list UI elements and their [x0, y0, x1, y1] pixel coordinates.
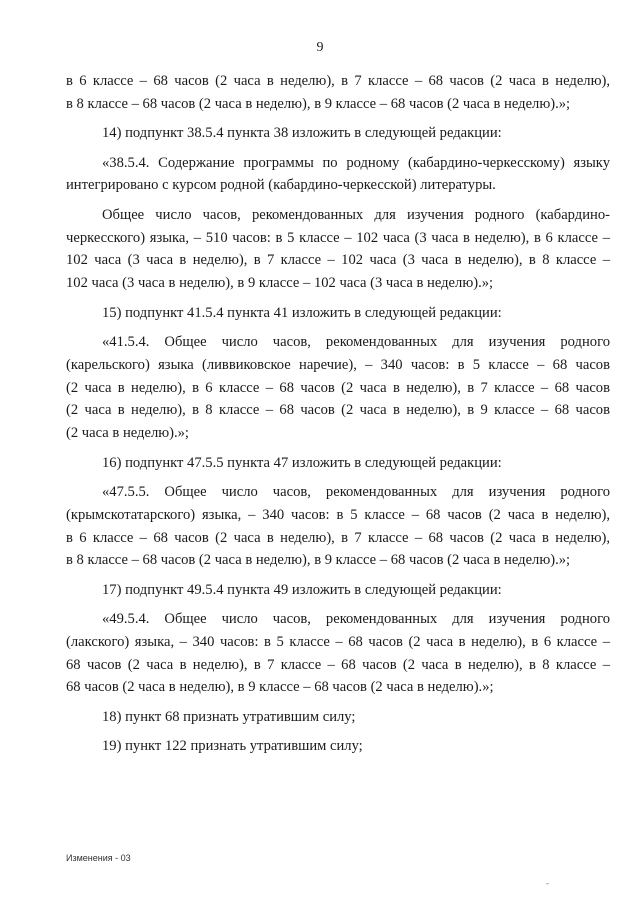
paragraph [66, 481, 610, 572]
text-line: (2 часа в неделю).»; [66, 425, 189, 442]
text-line: 102 часа (3 часа в неделю), в 7 классе – 102 часа (3 часа в неделю), в 8 классе – [66, 252, 610, 269]
paragraph [66, 152, 610, 198]
text-line: (лакского) языка, – 340 часов: в 5 классе – 68 часов (2 часа в неделю), в 6 классе – [66, 633, 610, 650]
text-line: в 6 классе – 68 часов (2 часа в неделю), в 7 классе – 68 часов (2 часа в неделю), [66, 73, 610, 89]
footer-label: Изменения - 03 [66, 853, 131, 863]
text-line: (2 часа в неделю), в 6 классе – 68 часов (2 часа в неделю), в 7 классе – 68 часов [66, 379, 610, 396]
text-line: черкесского) языка, – 510 часов: в 5 классе – 102 часа (3 часа в неделю), в 6 классе – [66, 229, 610, 246]
paragraph [66, 735, 610, 758]
text-line: 18) пункт 68 признать утратившим силу; [102, 708, 356, 725]
text-line: (крымскотатарского) языка, – 340 часов: в 5 классе – 68 часов (2 часа в неделю), [66, 506, 610, 523]
paragraph [66, 331, 610, 445]
paragraph [66, 706, 610, 729]
paragraph [66, 70, 610, 116]
text-line: 68 часов (2 часа в неделю), в 7 классе – 68 часов (2 часа в неделю), в 8 классе – [66, 656, 610, 673]
text-line: в 8 классе – 68 часов (2 часа в неделю), в 9 классе – 68 часов (2 часа в неделю).»; [66, 552, 571, 569]
text-line: «41.5.4. Общее число часов, рекомендованных для изучения родного [102, 333, 610, 350]
paragraph [66, 122, 610, 145]
text-line: Общее число часов, рекомендованных для изучения родного (кабардино- [102, 206, 610, 223]
text-line: (карельского) языка (ливвиковское наречие), – 340 часов: в 5 классе – 68 часов [66, 356, 610, 373]
text-line: 68 часов (2 часа в неделю), в 9 классе – 68 часов (2 часа в неделю).»; [66, 679, 494, 696]
text-line: интегрировано с курсом родной (кабардино-черкесской) литературы. [66, 177, 496, 194]
text-line: 17) подпункт 49.5.4 пункта 49 изложить в следующей редакции: [102, 581, 502, 598]
text-line: (2 часа в неделю), в 8 классе – 68 часов (2 часа в неделю), в 9 классе – 68 часов [66, 402, 610, 419]
footer-mark: - [546, 878, 549, 888]
text-line: в 8 классе – 68 часов (2 часа в неделю), в 9 классе – 68 часов (2 часа в неделю).»; [66, 95, 571, 112]
text-line: 102 часа (3 часа в неделю), в 9 классе – 102 часа (3 часа в неделю).»; [66, 275, 494, 292]
text-line: 16) подпункт 47.5.5 пункта 47 изложить в следующей редакции: [102, 454, 502, 471]
text-line: в 6 классе – 68 часов (2 часа в неделю), в 7 классе – 68 часов (2 часа в неделю), [66, 529, 610, 546]
document-body [66, 70, 610, 765]
paragraph [66, 579, 610, 602]
text-line: «49.5.4. Общее число часов, рекомендованных для изучения родного [102, 611, 610, 628]
paragraph [66, 452, 610, 475]
paragraph [66, 302, 610, 325]
text-line: 14) подпункт 38.5.4 пункта 38 изложить в следующей редакции: [102, 125, 502, 142]
page-number: 9 [316, 40, 324, 55]
text-line: 19) пункт 122 признать утратившим силу; [102, 738, 363, 755]
text-line: «47.5.5. Общее число часов, рекомендованных для изучения родного [102, 483, 610, 500]
paragraph [66, 204, 610, 295]
text-line: 15) подпункт 41.5.4 пункта 41 изложить в следующей редакции: [102, 304, 502, 321]
text-line: «38.5.4. Содержание программы по родному (кабардино-черкесскому) языку [102, 154, 610, 171]
paragraph [66, 608, 610, 699]
